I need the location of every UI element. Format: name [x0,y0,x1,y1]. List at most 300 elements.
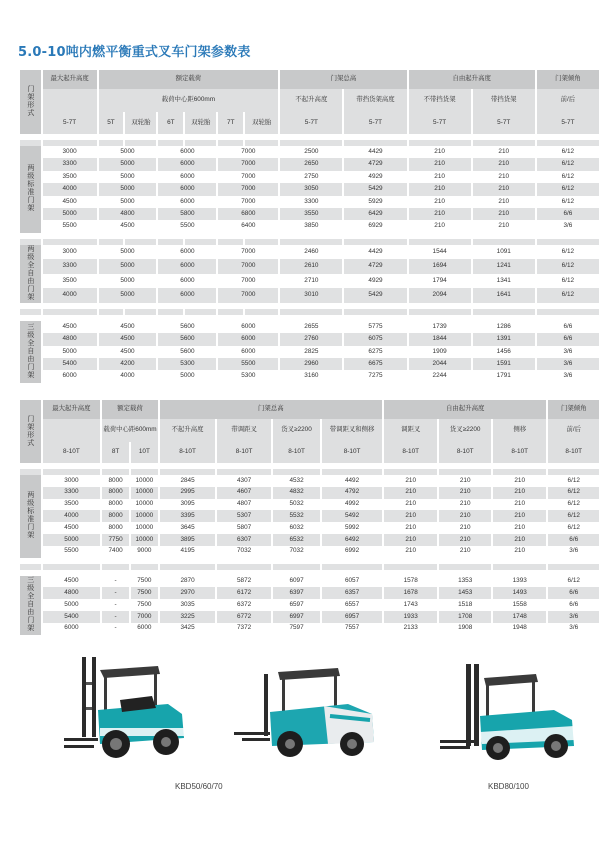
value-cell: 6/12 [561,197,575,205]
rated-load-header: 额定载荷 [102,400,158,419]
value-cell: 2750 [304,172,319,180]
unit-cell: 8T [102,442,129,463]
model-label-right: KBD80/100 [488,782,529,791]
table-row [20,599,599,611]
value-cell: 3/6 [569,547,579,555]
max-lift-cell: 3500 [62,276,77,284]
value-cell: 4532 [289,476,304,484]
unit-cell: 5-7T [409,112,471,134]
blank-cell [99,383,124,387]
value-cell: 6/12 [561,147,575,155]
value-cell: 6000 [64,624,79,632]
value-cell: 4195 [180,547,195,555]
value-cell: 6772 [217,611,271,623]
value-cell: 3035 [180,600,195,608]
value-cell: 5000 [64,600,79,608]
value-cell: 6275 [368,347,383,355]
separator-row [20,383,599,387]
value-cell: 10000 [135,500,154,508]
load-6t-cell: 5000 [180,372,195,380]
load-5t-cell: 5000 [99,259,157,274]
value-cell: 6000 [137,624,152,632]
value-cell: - [114,577,117,585]
load-6t-cell: 6000 [158,288,216,303]
value-cell: 210 [514,547,526,555]
value-cell: 2760 [280,333,342,345]
value-cell: 1739 [432,322,447,330]
load-7t-cell: 6800 [218,208,278,220]
value-cell: 7500 [131,587,158,599]
mast-type-label: 两级标准门架 [20,146,41,233]
value-cell: 2870 [180,577,195,585]
value-cell: 8000 [102,487,129,499]
value-cell: 3500 [64,500,79,508]
value-cell: 6/12 [537,288,599,303]
value-cell: 3160 [304,372,319,380]
value-cell: 210 [405,523,417,531]
load-6t-cell: 5600 [158,333,216,345]
load-center-subheader: 载荷中心距600mm [102,419,158,442]
max-lift-cell: 3300 [43,158,97,170]
value-cell: 210 [473,158,535,170]
value-cell: - [114,624,117,632]
value-cell: 7275 [368,372,383,380]
table-row [20,587,599,599]
unit-cell: 8-10T [439,442,490,463]
tilt-header: 门架倾角 [537,70,599,89]
tilt-header: 门架倾角 [548,400,599,419]
table-row [20,546,599,558]
free-lift-header: 自由起升高度 [409,70,535,89]
table-row [20,259,599,274]
load-6t-cell: 5500 [180,222,195,230]
value-cell: 1908 [458,624,473,632]
unit-cell: 双轮胎 [185,112,216,134]
value-cell: 3300 [43,487,101,499]
value-cell: 4500 [64,577,79,585]
value-cell: 6/12 [548,510,599,522]
mast-type-header: 门架形式 [20,400,41,463]
blank-cell [43,419,101,442]
value-cell: 6/12 [561,276,575,284]
value-cell: 6372 [237,600,252,608]
value-cell: 3000 [64,476,79,484]
table-row [20,146,599,158]
value-cell: 6/12 [537,158,599,170]
load-6t-cell: 5600 [180,322,195,330]
mast-type-label: 三级全自由门架 [20,321,41,383]
value-cell: 3850 [304,222,319,230]
value-cell: 5532 [273,510,320,522]
table-row [20,208,599,220]
value-cell: 210 [405,500,417,508]
value-cell: 3895 [160,534,216,546]
value-cell: 3550 [280,208,342,220]
value-cell: 3/6 [537,358,599,370]
value-cell: 210 [514,523,526,531]
value-cell: 6675 [344,358,406,370]
value-cell: 6032 [289,523,304,531]
value-cell: 2995 [160,487,216,499]
value-cell: 1393 [512,577,527,585]
load-7t-cell: 6000 [218,333,278,345]
value-cell: 210 [439,510,490,522]
unit-cell: 5-7T [537,112,599,134]
adj-fork-free-subheader: 调距叉 [384,419,438,442]
load-7t-cell: 7000 [241,197,256,205]
blank-cell [218,383,243,387]
load-6t-cell: 6000 [180,247,195,255]
value-cell: 2825 [304,347,319,355]
table-row [20,288,599,303]
load-7t-cell: 7000 [218,158,278,170]
backrest-subheader: 带挡货架 [473,89,535,112]
value-cell: 6/12 [567,500,580,508]
max-lift-cell: 4500 [62,197,77,205]
load-5t-cell: 5000 [99,183,157,195]
value-cell: 1948 [512,624,527,632]
forklift-image-large [438,660,578,760]
unit-cell: 7T [218,112,243,134]
value-cell: 2044 [409,358,471,370]
unit-cell: 双轮胎 [245,112,278,134]
value-cell: 1641 [473,288,535,303]
blank-cell [344,383,406,387]
load-center-subheader: 载荷中心距600mm [99,89,279,112]
value-cell: 1909 [432,347,447,355]
load-7t-cell: 7000 [218,183,278,195]
forklift-image-rear [228,660,378,760]
max-lift-cell: 4000 [43,288,97,303]
value-cell: 5429 [344,288,406,303]
value-cell: 3645 [180,523,195,531]
load-6t-cell: 6000 [180,172,195,180]
mast-height-header: 门架总高 [160,400,382,419]
table-row [20,171,599,183]
blank-cell [185,383,216,387]
table-row [20,534,599,546]
spec-table-5-7t [18,70,601,387]
value-cell: 7032 [289,547,304,555]
value-cell: 6997 [273,611,320,623]
value-cell: 6/12 [561,172,575,180]
unit-cell: 6T [158,112,183,134]
value-cell: 4429 [368,247,383,255]
value-cell: 6/6 [569,600,579,608]
with-backrest-subheader: 带挡货架高度 [344,89,406,112]
value-cell: 5992 [344,523,360,531]
value-cell: 8000 [108,523,123,531]
load-5t-cell: 5000 [120,172,135,180]
value-cell: 8000 [108,500,123,508]
value-cell: 1678 [384,587,438,599]
value-cell: 1694 [409,259,471,274]
load-5t-cell: 4200 [99,358,157,370]
value-cell: 5492 [322,510,382,522]
load-6t-cell: 6000 [158,158,216,170]
value-cell: 5775 [368,322,383,330]
value-cell: 4500 [64,523,79,531]
load-7t-cell: 6000 [241,322,256,330]
value-cell: 5429 [344,183,406,195]
value-cell: - [114,600,117,608]
table-row [20,510,599,522]
free-lift-header: 自由起升高度 [384,400,547,419]
value-cell: 4729 [344,259,406,274]
value-cell: 6172 [217,587,271,599]
value-cell: 6557 [344,600,360,608]
value-cell: 6097 [289,577,304,585]
value-cell: 4929 [368,172,383,180]
value-cell: 210 [405,476,417,484]
load-5t-cell: 4000 [120,372,135,380]
value-cell: 1794 [432,276,447,284]
value-cell: 210 [439,534,490,546]
load-7t-cell: 7000 [218,259,278,274]
load-7t-cell: 6000 [241,347,256,355]
load-5t-cell: 5000 [120,247,135,255]
value-cell: 210 [473,183,535,195]
value-cell: 2960 [280,358,342,370]
unit-cell: 8-10T [548,442,599,463]
no-backrest-subheader: 不带挡货架 [409,89,471,112]
value-cell: 210 [493,487,547,499]
value-cell: 2460 [304,247,319,255]
value-cell: 210 [409,208,471,220]
table-row [20,321,599,333]
value-cell: 2500 [304,147,319,155]
load-7t-cell: 7000 [241,147,256,155]
value-cell: 1544 [432,247,447,255]
table-row [20,346,599,358]
value-cell: 6/12 [567,523,580,531]
value-cell: 3050 [280,183,342,195]
value-cell: 1241 [473,259,535,274]
value-cell: 2845 [180,476,195,484]
value-cell: 6992 [344,547,360,555]
value-cell: 5400 [43,611,101,623]
table-row [20,196,599,208]
load-6t-cell: 6000 [158,259,216,274]
mast-type-label: 两级全自由门架 [20,245,41,303]
value-cell: 5929 [368,197,383,205]
max-lift-cell: 4500 [62,322,77,330]
value-cell: 3/6 [563,372,573,380]
mast-type-header: 门架形式 [20,70,41,134]
load-7t-cell: 7000 [241,172,256,180]
load-5t-cell: 4500 [120,222,135,230]
load-5t-cell: 4500 [99,333,157,345]
load-5t-cell: 5000 [120,276,135,284]
value-cell: 1456 [496,347,511,355]
value-cell: 6/6 [548,534,599,546]
load-5t-cell: 5000 [99,158,157,170]
unit-cell: 8-10T [493,442,547,463]
max-lift-cell: 4800 [43,333,97,345]
unit-cell: 8-10T [43,442,101,463]
value-cell: 1493 [493,587,547,599]
value-cell: 2970 [160,587,216,599]
value-cell: 4492 [344,476,360,484]
value-cell: 7557 [344,624,360,632]
value-cell: 210 [493,510,547,522]
max-lift-cell: 3000 [62,247,77,255]
value-cell: 210 [384,510,438,522]
load-5t-cell: 5000 [120,147,135,155]
value-cell: 7400 [108,547,123,555]
value-cell: 2094 [409,288,471,303]
value-cell: 10000 [131,534,158,546]
table-row [20,358,599,370]
value-cell: 4000 [43,510,101,522]
value-cell: 210 [409,183,471,195]
table-row [20,274,599,289]
value-cell: 2610 [280,259,342,274]
no-lift-subheader: 不起升高度 [160,419,216,442]
max-lift-cell: 4000 [43,183,97,195]
unit-cell: 8-10T [160,442,216,463]
load-6t-cell: 6000 [180,147,195,155]
value-cell: 210 [473,208,535,220]
value-cell: 1591 [473,358,535,370]
value-cell: 6/6 [548,587,599,599]
table-row [20,475,599,487]
max-lift-cell: 5000 [62,347,77,355]
model-label-left: KBD50/60/70 [175,782,223,791]
spec-table-8-10t [18,400,601,635]
value-cell: 7000 [131,611,158,623]
mast-height-header: 门架总高 [280,70,406,89]
value-cell: 3095 [180,500,195,508]
table-row [20,158,599,170]
value-cell: 5307 [217,510,271,522]
value-cell: - [102,587,129,599]
value-cell: 210 [498,197,510,205]
value-cell: 4807 [237,500,252,508]
fork-length-free-subheader: 货叉≥2200 [439,419,490,442]
max-lift-header: 最大起升高度 [43,70,97,89]
unit-cell: 双轮胎 [125,112,156,134]
value-cell: 2650 [280,158,342,170]
value-cell: 210 [514,476,526,484]
value-cell: 210 [459,476,471,484]
value-cell: 3300 [304,197,319,205]
value-cell: 1933 [384,611,438,623]
value-cell: 3395 [160,510,216,522]
value-cell: 1353 [458,577,473,585]
unit-cell: 5T [99,112,124,134]
table-row [20,576,599,588]
unit-cell: 5-7T [280,112,342,134]
value-cell: - [102,611,129,623]
blank-cell [409,383,471,387]
max-lift-cell: 5400 [43,358,97,370]
load-6t-cell: 6000 [158,183,216,195]
value-cell: 210 [459,547,471,555]
fork-length-subheader: 货叉≥2200 [273,419,320,442]
load-6t-cell: 5800 [158,208,216,220]
value-cell: 7032 [237,547,252,555]
value-cell: 7500 [137,600,152,608]
table-row [20,183,599,195]
value-cell: 210 [434,197,445,205]
no-lift-subheader: 不起升高度 [280,89,342,112]
value-cell: 9000 [137,547,152,555]
blank-cell [280,383,342,387]
value-cell: 5500 [64,547,79,555]
page-title: 5.0-10吨内燃平衡重式叉车门架参数表 [18,45,251,60]
value-cell: 4307 [237,476,252,484]
blank-cell [537,383,599,387]
value-cell: 6/12 [567,476,580,484]
value-cell: 4992 [344,500,360,508]
value-cell: 6492 [322,534,382,546]
unit-cell: 8-10T [273,442,320,463]
table-row [20,623,599,635]
value-cell: 10000 [135,523,154,531]
load-6t-cell: 6000 [180,276,195,284]
value-cell: 1341 [496,276,511,284]
load-7t-cell: 6400 [241,222,256,230]
blank-cell [125,383,156,387]
value-cell: 6957 [322,611,382,623]
value-cell: 6/12 [537,259,599,274]
unit-cell: 5-7T [344,112,406,134]
value-cell: 6/12 [537,183,599,195]
max-lift-cell: 3300 [43,259,97,274]
value-cell: 3425 [180,624,195,632]
table-row [20,220,599,232]
load-5t-cell: 5000 [99,288,157,303]
value-cell: 210 [498,147,510,155]
adj-side-subheader: 带调距叉和侧移 [322,419,382,442]
value-cell: 1518 [458,600,473,608]
value-cell: 210 [514,500,526,508]
value-cell: 6/6 [563,322,573,330]
max-lift-header: 最大起升高度 [43,400,101,419]
value-cell: 210 [434,147,445,155]
table-row [20,370,599,382]
table-row [20,333,599,345]
value-cell: 210 [434,222,445,230]
value-cell: 2655 [304,322,319,330]
value-cell: 7372 [237,624,252,632]
value-cell: 10000 [135,476,154,484]
value-cell: 10000 [131,510,158,522]
value-cell: 3/6 [563,222,573,230]
value-cell: 6429 [344,208,406,220]
value-cell: 2710 [304,276,319,284]
value-cell: 6/6 [537,208,599,220]
value-cell: 6/12 [548,487,599,499]
load-5t-cell: 4500 [120,347,135,355]
unit-cell: 10T [131,442,158,463]
value-cell: 6/12 [567,577,580,585]
unit-cell: 5-7T [473,112,535,134]
value-cell: 1286 [496,322,511,330]
blank-cell [43,383,97,387]
value-cell: 4729 [344,158,406,170]
value-cell: 1844 [409,333,471,345]
blank-cell [43,89,97,112]
value-cell: 6357 [322,587,382,599]
value-cell: 5807 [237,523,252,531]
value-cell: 4607 [217,487,271,499]
value-cell: 1578 [403,577,418,585]
value-cell: 210 [434,172,445,180]
value-cell: 210 [459,500,471,508]
value-cell: 6929 [368,222,383,230]
